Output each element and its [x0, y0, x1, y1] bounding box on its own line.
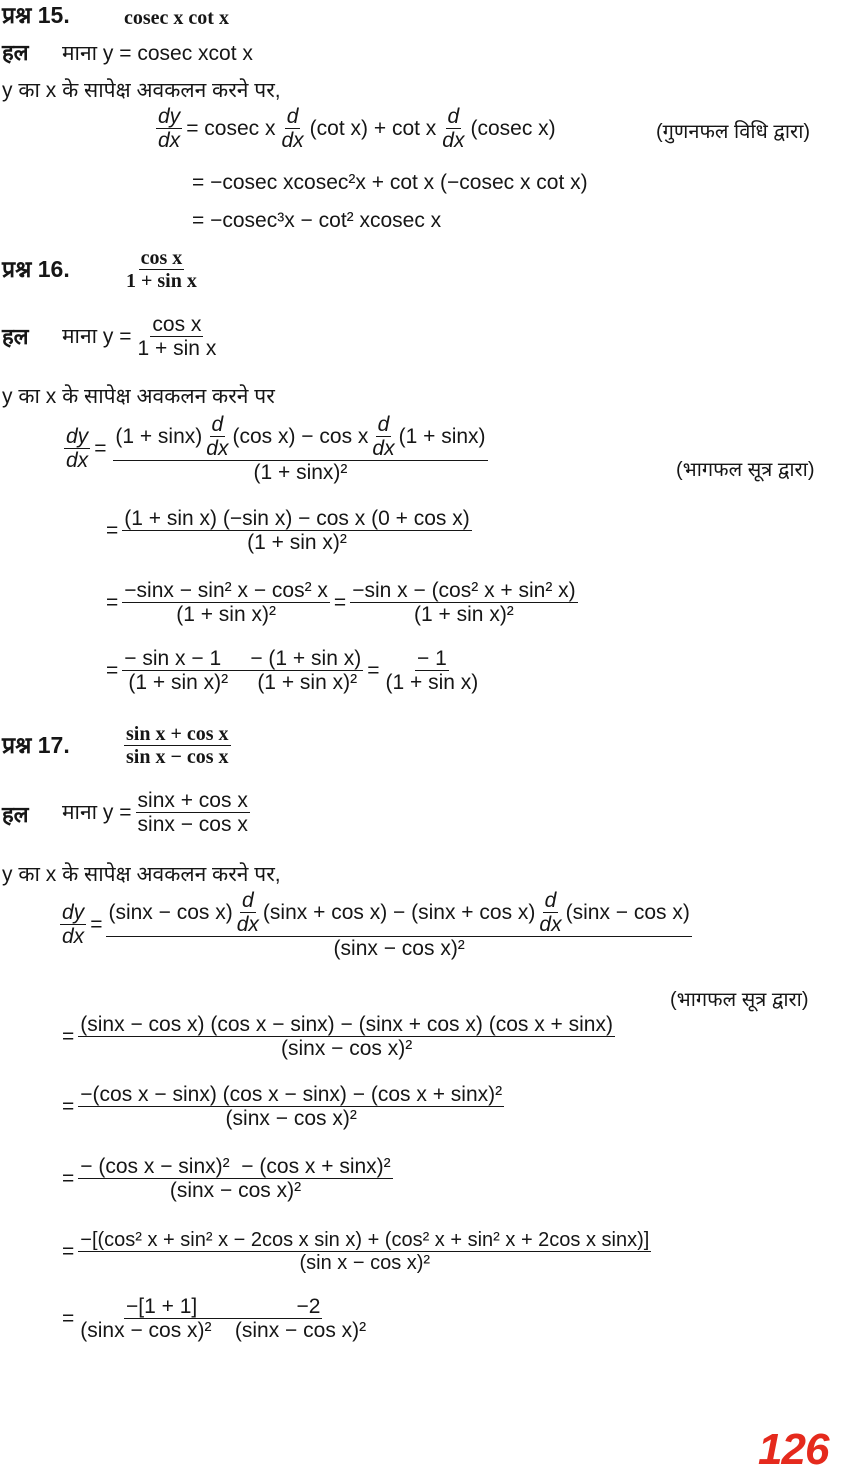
q15-step-2: = −cosec xcosec²x + cot x (−cosec x cot x) [192, 171, 588, 194]
q15-method-note: (गुणनफल विधि द्वारा) [656, 121, 811, 143]
q15-step-1: $\frac{dy}{dx}$ = cosec x d dx (cot x) + cot x d dx (cosec x) [158, 105, 556, 152]
q16-let: माना y = $\frac{\text{cos x}}{\text{1 + sin x}}$ [62, 313, 217, 360]
q16-label: प्रश्न 16. [2, 256, 70, 282]
q16-step-3: = $\frac{\text{−sinx − sin² x − cos² x}}{\text{(1 + sin x)²}}$ = $\frac{\text{−sin x − (cos² x + sin² x)}}{\text{(1 + sin x)²}}$ [106, 579, 576, 626]
d-dx-operator: d dx [442, 105, 465, 152]
q15-hal: हल [2, 40, 29, 65]
q17-step-3: = $\frac{\text{−(cos x − sinx) (cos x − sinx) − (cos x + sinx)²}}{\text{(sinx − cos x)²}}$ [62, 1083, 503, 1130]
q17-label: प्रश्न 17. [2, 732, 70, 758]
q17-method-note: (भागफल सूत्र द्वारा) [670, 989, 809, 1011]
q17-step-2: = (sinx − cos x) (cos x − sinx) − (sinx + cos x) (cos x + sinx) (sinx − cos x)² [62, 1013, 613, 1060]
q16-method-note: (भागफल सूत्र द्वारा) [676, 459, 815, 481]
dy-dx-fraction: $\frac{dy}{dx}$ [62, 901, 85, 948]
q15-label: प्रश्न 15. [2, 2, 70, 28]
q16-step-4: = $\frac{\text{− sin x − 1 − (1 + sin x)}}{\text{(1 + sin x)² (1 + sin x)²}}$ = $\frac{- 1}{\text{(1 + sin x)}}$ [106, 647, 479, 694]
q16-differentiate: y का x के सापेक्ष अवकलन करने पर [2, 385, 275, 408]
q15-let: माना y = cosec xcot x [62, 42, 253, 65]
q17-step-6: = $\frac{-[1 + 1] -2}{\text{(sinx − cos x)² (sinx − cos x)²}}$ [62, 1295, 367, 1342]
dy-dx-fraction: $\frac{dy}{dx}$ [66, 425, 89, 472]
q17-let: माना y = $\frac{\text{sinx + cos x}}{\text{sinx − cos x}}$ [62, 789, 248, 836]
q17-step-4: = $\frac{\text{− (cos x − sinx)² − (cos x + sinx)²}}{\text{(sinx − cos x)²}}$ [62, 1155, 391, 1202]
q17-expression: $\frac{\text{sin x + cos x}}{\text{sin x − cos x}}$ [126, 723, 229, 768]
q15-differentiate: y का x के सापेक्ष अवकलन करने पर, [2, 79, 281, 102]
q16-expression: $\frac{\text{cos x}}{\text{1 + sin x}}$ [126, 247, 197, 292]
q15-expression: cosec x cot x [124, 7, 229, 29]
dy-dx-fraction: $\frac{dy}{dx}$ [158, 105, 181, 152]
q15-step-3: = −cosec³x − cot² xcosec x [192, 209, 442, 232]
q17-step-5: = −[(cos² x + sin² x − 2cos x sin x) + (cos² x + sin² x + 2cos x sinx)] (sin x − cos x)² [62, 1229, 650, 1274]
q17-hal: हल [2, 802, 29, 827]
q17-step-1: $\frac{dy}{dx}$ = (sinx − cos x) d dx (sinx + cos x) − (sinx + cos x) d dx (sinx − cos x) (sinx − cos x)² [62, 889, 690, 960]
q16-step-1: $\frac{dy}{dx}$ = (1 + sinx) d dx (cos x) − cos x d dx (1 + sinx) (1 + sinx)² [66, 413, 486, 484]
d-dx-operator: d dx [281, 105, 304, 152]
q16-hal: हल [2, 324, 29, 349]
page-number: 126 [758, 1425, 829, 1474]
q17-differentiate: y का x के सापेक्ष अवकलन करने पर, [2, 863, 281, 886]
q16-step-2: = $\frac{\text{(1 + sin x) (−sin x) − cos x (0 + cos x)}}{\text{(1 + sin x)²}}$ [106, 507, 470, 554]
